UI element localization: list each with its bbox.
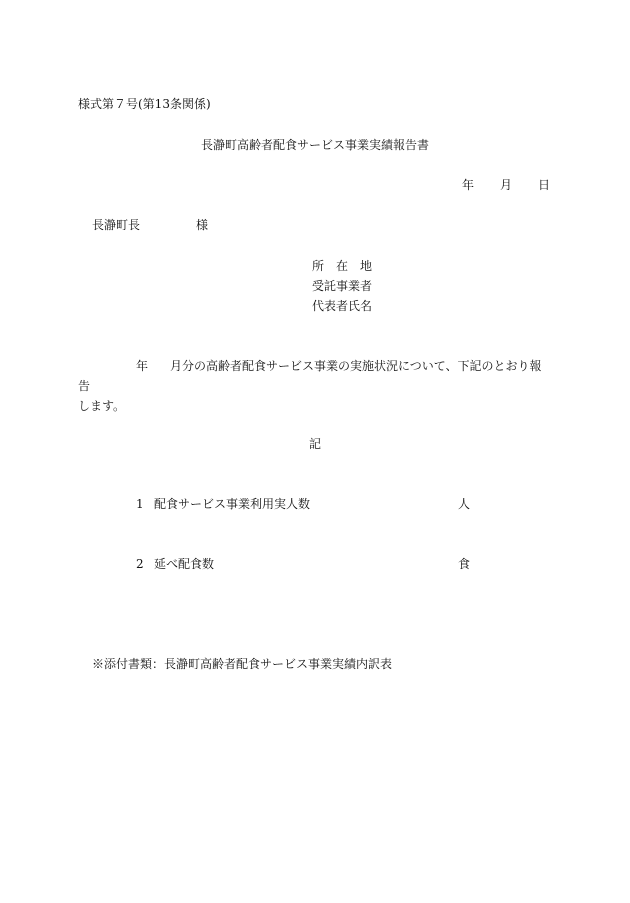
body-text-line1: 月分の高齢者配食サービス事業の実施状況について、下記のとおり報告 <box>78 359 542 393</box>
addressee <box>92 217 208 233</box>
item-unit: 人 <box>457 497 470 511</box>
body-year-label: 年 <box>136 359 149 373</box>
item-number: 1 <box>136 497 144 511</box>
item-total-meals <box>136 556 470 572</box>
sender-contractor-label: 受託事業者 <box>312 279 373 293</box>
body-text-line2: します。 <box>78 399 126 413</box>
item-number: 2 <box>136 557 144 571</box>
sender-representative-label: 代表者氏名 <box>312 299 373 313</box>
sender-location-label: 所 在 地 <box>312 259 373 273</box>
item-actual-users <box>136 496 470 512</box>
date-month-label: 月 <box>499 178 512 192</box>
date-line <box>462 177 550 193</box>
record-mark: 記 <box>308 437 321 451</box>
sender-block <box>312 256 372 316</box>
item-unit: 食 <box>457 557 470 571</box>
item-label: 配食サービス事業利用実人数 <box>154 497 311 511</box>
attachment-note: ※添付書類：長瀞町高齢者配食サービス事業実績内訳表 <box>92 657 393 671</box>
item-label: 延べ配食数 <box>154 557 215 571</box>
date-day-label: 日 <box>537 178 550 192</box>
document-title: 長瀞町高齢者配食サービス事業実績報告書 <box>200 138 429 152</box>
addressee-name: 長瀞町長 <box>92 218 141 232</box>
form-number: 様式第７号(第13条関係) <box>78 97 211 111</box>
report-body-text <box>78 356 552 416</box>
addressee-honorific: 様 <box>196 218 209 232</box>
date-year-label: 年 <box>461 178 474 192</box>
